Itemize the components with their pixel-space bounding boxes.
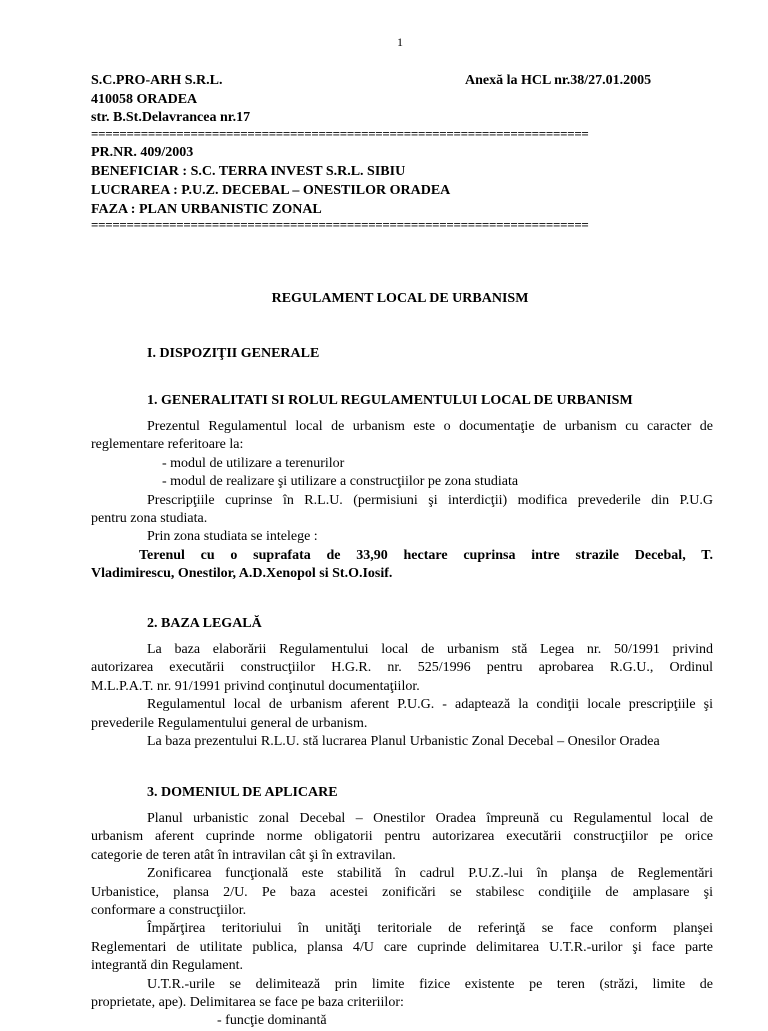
section-heading-general: I. DISPOZIŢII GENERALE (147, 346, 320, 361)
paragraph: Planul urbanistic zonal Decebal – Onestilor Oradea împreună cu Regulamentul local de (147, 811, 713, 826)
company-name: S.C.PRO-ARH S.R.L. (91, 73, 223, 88)
paragraph: Regulamentul local de urbanism aferent P.U.G. - adaptează la condiţii locale prescripţiile şi (147, 697, 713, 713)
subsection-heading-2: 2. BAZA LEGALĂ (147, 616, 262, 631)
paragraph-bold-cont: Vladimirescu, Onestilor, A.D.Xenopol si St.O.Iosif. (91, 566, 393, 582)
page-number: 1 (397, 35, 403, 49)
project-number: PR.NR. 409/2003 (91, 145, 194, 160)
company-street: str. B.St.Delavrancea nr.17 (91, 110, 251, 125)
paragraph: Împărţirea teritoriului în unităţi teritoriale de referinţă se face conform planşei (147, 921, 713, 937)
paragraph-cont: urbanism aferent cuprinde norme obligatorii pentru autorizarea executării construcţiilor pe orice (91, 829, 713, 845)
divider-line-top: ====================================================================== (91, 126, 589, 141)
subsection-2-body (91, 641, 713, 751)
paragraph: Prin zona studiata se intelege : (147, 529, 318, 545)
paragraph-cont: Reglementari de utilitate publica, plansa 4/U care cuprinde delimitarea U.T.R.-urilor şi face parte (91, 939, 713, 955)
list-item: - modul de realizare şi utilizare a construcţiilor pe zona studiata (162, 474, 519, 490)
paragraph-cont: conformare a construcţiilor. (91, 903, 247, 919)
document-title: REGULAMENT LOCAL DE URBANISM (271, 291, 529, 306)
paragraph: La baza prezentului R.L.U. stă lucrarea Planul Urbanistic Zonal Decebal – Onesilor Oradea (147, 734, 660, 750)
paragraph-cont: proprietate, ape). Delimitarea se face pe baza criteriilor: (91, 995, 404, 1011)
company-city: 410058 ORADEA (91, 91, 198, 107)
paragraph-cont: categorie de teren atât în intravilan cât şi în extravilan. (91, 847, 396, 863)
list-item: - modul de utilizare a terenurilor (162, 455, 345, 471)
company-address-block (91, 72, 250, 128)
paragraph-cont: autorizarea executării construcţiilor H.G.R. nr. 525/1996 pentru aprobarea R.G.U., Ordinul (91, 660, 713, 676)
list-item: - funcţie dominantă (217, 1013, 327, 1029)
project-phase: FAZA : PLAN URBANISTIC ZONAL (91, 202, 322, 217)
annex-reference: Anexă la HCL nr.38/27.01.2005 (465, 73, 652, 88)
paragraph: Prezentul Regulamentul local de urbanism este o documentaţie de urbanism cu caracter de (147, 419, 713, 434)
project-beneficiary: BENEFICIAR : S.C. TERRA INVEST S.R.L. SIBIU (91, 164, 406, 179)
subsection-heading-1: 1. GENERALITATI SI ROLUL REGULAMENTULUI LOCAL DE URBANISM (147, 393, 633, 408)
paragraph-cont: reglementare referitoare la: (91, 437, 244, 453)
paragraph-cont: pentru zona studiata. (91, 511, 208, 527)
subsection-3-body (91, 810, 713, 1031)
paragraph: Zonificarea funcţională este stabilită în cadrul P.U.Z.-lui în planşa de Reglementări (147, 866, 713, 882)
paragraph-cont: prevederile Regulamentului general de urbanism. (91, 715, 368, 731)
paragraph-bold: Terenul cu o suprafata de 33,90 hectare cuprinsa intre strazile Decebal, T. (139, 547, 713, 563)
paragraph: U.T.R.-urile se delimitează prin limite fizice existente pe teren (străzi, limite de (147, 976, 713, 992)
paragraph-cont: Urbanistice, plansa 2/U. Pe baza acestei zonificări se stabilesc condiţiile de amplasare şi (91, 884, 713, 900)
divider-line-bottom: ====================================================================== (91, 217, 589, 232)
paragraph: Prescripţiile cuprinse în R.L.U. (permisiuni şi interdicţii) modifica prevederile din P.U.G (147, 492, 713, 508)
project-info (91, 143, 450, 219)
subsection-1-body (91, 418, 713, 584)
paragraph-cont: M.L.P.A.T. nr. 91/1991 privind conţinutul documentaţiilor. (91, 678, 420, 694)
subsection-heading-3: 3. DOMENIUL DE APLICARE (147, 785, 338, 800)
paragraph-cont: integrantă din Regulament. (91, 958, 244, 974)
project-work: LUCRAREA : P.U.Z. DECEBAL – ONESTILOR ORADEA (91, 183, 451, 198)
paragraph: La baza elaborării Regulamentului local de urbanism stă Legea nr. 50/1991 privind (147, 642, 713, 657)
